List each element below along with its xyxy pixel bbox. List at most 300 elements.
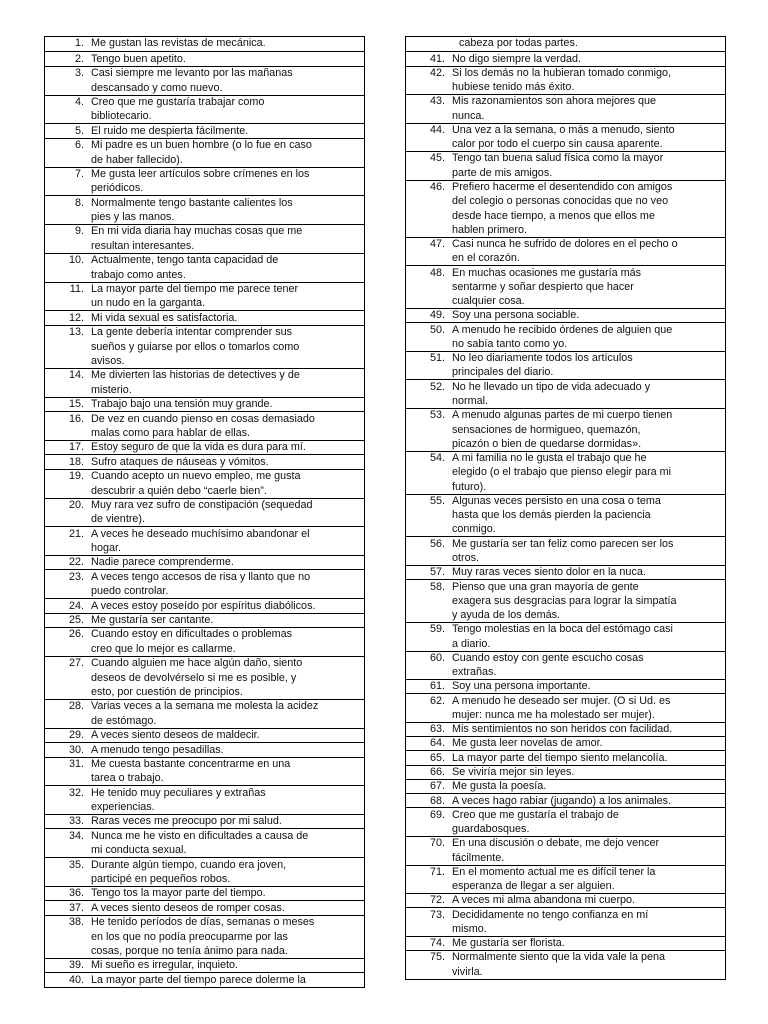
question-number: 13. [68, 326, 84, 339]
question-text-line: Durante algún tiempo, cuando era joven, [91, 858, 287, 871]
question-row [45, 138, 364, 167]
question-text [452, 652, 725, 679]
question-row [45, 785, 364, 814]
question-number: 74. [429, 937, 445, 950]
question-text [91, 312, 364, 325]
question-number: 71. [429, 865, 445, 878]
question-number: 7. [74, 167, 84, 180]
question-number: 70. [429, 837, 445, 850]
question-number: 28. [68, 700, 84, 713]
question-text-line: Creo que me gustaría el trabajo de [452, 808, 619, 821]
question-text [452, 894, 725, 907]
question-text-line: a diario. [452, 637, 491, 650]
question-text [91, 887, 364, 900]
question-text-line: picazón o bien de quedarse dormidas». [452, 437, 642, 450]
question-row [45, 598, 364, 612]
question-row [406, 536, 725, 565]
question-text [91, 168, 364, 195]
question-text-line: mujer: nunca me ha molestado ser mujer). [452, 708, 655, 721]
question-number: 32. [68, 786, 84, 799]
question-row [45, 742, 364, 756]
question-text [91, 67, 364, 94]
question-row [45, 282, 364, 311]
question-text-line: No he llevado un tipo de vida adecuado y [452, 380, 651, 393]
question-number: 67. [429, 780, 445, 793]
question-text-line: A veces siento deseos de romper cosas. [91, 901, 285, 914]
question-row [406, 907, 725, 936]
question-text-line: Decididamente no tengo confianza en mí [452, 908, 649, 921]
question-text-line: en el corazón. [452, 252, 520, 265]
question-text [452, 695, 725, 722]
question-row [406, 836, 725, 865]
question-row [406, 123, 725, 152]
question-row [406, 722, 725, 736]
question-row [406, 651, 725, 680]
question-text [91, 556, 364, 569]
question-number: 56. [429, 537, 445, 550]
question-text-line: deseos de devolvérselo si me es posible, y [91, 671, 297, 684]
question-text-line: A veces tengo accesos de risa y llanto que no [91, 570, 311, 583]
question-text-line: un nudo en la garganta. [91, 297, 206, 310]
question-text-line: periódicos. [91, 182, 144, 195]
question-row [45, 325, 364, 368]
question-row [406, 893, 725, 907]
question-text-line: Soy una persona sociable. [452, 309, 580, 322]
question-number: 65. [429, 751, 445, 764]
question-text-line: descubrir a quién debo “caerle bien”. [91, 484, 267, 497]
question-text-line: A menudo algunas partes de mi cuerpo tienen [452, 409, 673, 422]
question-row [45, 728, 364, 742]
question-number: 27. [68, 657, 84, 670]
question-text-line: de vientre). [91, 513, 146, 526]
question-text-line: Mis sentimientos no son heridos con facilidad. [452, 723, 673, 736]
question-text [452, 581, 725, 622]
question-text [91, 830, 364, 857]
question-text [91, 197, 364, 224]
question-text-line: En una discusión o debate, me dejo vencer [452, 837, 660, 850]
question-text [452, 723, 725, 736]
question-number: 61. [429, 680, 445, 693]
question-text [452, 623, 725, 650]
question-text [452, 124, 725, 151]
question-text-line: creo que lo mejor es callarme. [91, 642, 236, 655]
question-number: 48. [429, 266, 445, 279]
question-row [406, 679, 725, 693]
question-text-line: sueños y guiarse por ellos o tomarlos como [91, 340, 300, 353]
question-number: 26. [68, 628, 84, 641]
question-row [406, 565, 725, 579]
question-text [91, 470, 364, 497]
question-text [452, 737, 725, 750]
question-text-line: A menudo tengo pesadillas. [91, 743, 224, 756]
question-row [45, 526, 364, 555]
question-text-line: participé en pequeños robos. [91, 873, 231, 886]
question-text-line: Normalmente siento que la vida vale la pena [452, 951, 666, 964]
question-text-line: Una vez a la semana, o más a menudo, siento [452, 123, 675, 136]
question-text [452, 909, 725, 936]
question-number: 55. [429, 494, 445, 507]
question-text [452, 152, 725, 179]
question-text-line: Estoy seguro de que la vida es dura para mí. [91, 441, 306, 454]
question-number: 31. [68, 757, 84, 770]
question-number: 44. [429, 123, 445, 136]
question-text [452, 937, 725, 950]
question-text-line: esto, por cuestión de principios. [91, 685, 243, 698]
question-text-line: Me gusta leer artículos sobre crímenes en los [91, 167, 310, 180]
question-row [406, 322, 725, 351]
question-text-line: La mayor parte del tiempo me parece tener [91, 283, 299, 296]
question-text-line: vivirla. [452, 965, 483, 978]
question-text-line: No leo diariamente todos los artículos [452, 352, 633, 365]
question-row [45, 814, 364, 828]
question-row [45, 66, 364, 95]
question-text-line: resultan interesantes. [91, 239, 195, 252]
question-row [406, 351, 725, 380]
question-text-line: Si los demás no la hubieran tomado conmigo, [452, 66, 672, 79]
question-text [91, 456, 364, 469]
question-text [91, 744, 364, 757]
question-text [452, 538, 725, 565]
question-text [452, 181, 725, 237]
question-text-line: Mi sueño es irregular, inquieto. [91, 959, 239, 972]
question-text-line: desde hace tiempo, a menos que ellos me [452, 209, 655, 222]
question-row [45, 224, 364, 253]
question-text-line: Mi vida sexual es satisfactoria. [91, 311, 238, 324]
question-text-line: y ayuda de los demás. [452, 609, 561, 622]
question-text-line: no sabía tanto como yo. [452, 337, 568, 350]
question-text-line: Me gustaría ser florista. [452, 937, 565, 950]
question-number: 11. [69, 283, 84, 296]
question-number: 51. [429, 352, 445, 365]
question-text-line: del colegio o personas conocidas que no veo [452, 195, 669, 208]
question-number: 73. [429, 908, 445, 921]
question-number: 50. [429, 323, 445, 336]
question-text-line: otros. [452, 551, 480, 564]
question-number: 4. [74, 95, 84, 108]
question-text-line: La mayor parte del tiempo siento melancolía. [452, 751, 668, 764]
question-row [406, 793, 725, 807]
question-text-line: A mi familia no le gusta el trabajo que he [452, 452, 647, 465]
question-text-line: A veces siento deseos de maldecir. [91, 729, 260, 742]
question-number: 49. [429, 309, 445, 322]
question-text-line: Muy rara vez sufro de constipación (sequedad [91, 498, 313, 511]
question-number: 40. [68, 973, 84, 986]
question-text-line: hasta que los demás pierden la paciencia [452, 509, 651, 522]
question-text-line: A menudo he recibido órdenes de alguien que [452, 323, 673, 336]
question-row [45, 167, 364, 196]
question-text [91, 254, 364, 281]
question-number: 62. [429, 694, 445, 707]
question-text [91, 413, 364, 440]
question-text-line: parte de mis amigos. [452, 166, 553, 179]
question-text-line: Cuando acepto un nuevo empleo, me gusta [91, 470, 301, 483]
question-text-line: Me gusta la poesía. [452, 780, 547, 793]
question-text-line: malas como para hablar de ellas. [91, 426, 251, 439]
question-row [45, 498, 364, 527]
question-row [45, 411, 364, 440]
question-text [91, 815, 364, 828]
question-row [45, 555, 364, 569]
question-text-line: En el momento actual me es difícil tener la [452, 865, 656, 878]
question-text-line: bibliotecario. [91, 110, 152, 123]
question-text-line: guardabosques. [452, 823, 530, 836]
question-text [452, 566, 725, 579]
question-number: 19. [68, 470, 84, 483]
question-row [406, 494, 725, 537]
question-text [452, 766, 725, 779]
question-number: 47. [429, 238, 445, 251]
question-text [452, 409, 725, 450]
question-number: 36. [68, 887, 84, 900]
question-text [452, 837, 725, 864]
question-text-line: A veces estoy poseído por espíritus diabólicos. [91, 599, 316, 612]
question-text [91, 916, 364, 958]
question-number: 43. [429, 95, 445, 108]
question-row [45, 95, 364, 124]
question-row [45, 195, 364, 224]
question-row [406, 265, 725, 308]
question-text-line: A menudo he deseado ser mujer. (O si Ud. es [452, 694, 671, 707]
question-row [406, 180, 725, 237]
question-row [45, 886, 364, 900]
question-text [91, 758, 364, 785]
question-number: 12. [68, 311, 84, 324]
question-row [406, 936, 725, 950]
question-text-line: El ruido me despierta fácilmente. [91, 124, 249, 137]
question-number: 60. [429, 651, 445, 664]
question-number: 42. [429, 66, 445, 79]
question-text-line: hogar. [91, 542, 122, 555]
question-row [406, 807, 725, 836]
question-text [91, 369, 364, 396]
question-number: 66. [429, 765, 445, 778]
question-row [406, 237, 725, 266]
question-number: 2. [74, 52, 84, 65]
question-row [45, 627, 364, 656]
question-number: 14. [68, 369, 84, 382]
question-text-line: principales del diario. [452, 366, 554, 379]
question-row [406, 66, 725, 95]
question-text-line: Creo que me gustaría trabajar como [91, 95, 265, 108]
question-number: 33. [68, 815, 84, 828]
question-row [406, 308, 725, 322]
question-text-line: Mi padre es un buen hombre (o lo fue en caso [91, 139, 312, 152]
question-text [91, 787, 364, 814]
question-text-line: Me gustaría ser tan feliz como parecen ser los [452, 537, 674, 550]
question-text [452, 67, 725, 94]
question-text [91, 959, 364, 972]
question-text [91, 729, 364, 742]
question-text-line: sensaciones de hormigueo, quemazón, [452, 423, 641, 436]
question-row [406, 51, 725, 65]
questionnaire-column-left [44, 36, 365, 988]
question-row [45, 454, 364, 468]
question-text [91, 700, 364, 727]
question-text [91, 657, 364, 699]
question-text [91, 859, 364, 886]
question-row [45, 699, 364, 728]
question-row [406, 865, 725, 894]
question-row [406, 765, 725, 779]
question-text-line: No digo siempre la verdad. [452, 52, 582, 65]
question-text-line: trabajo como antes. [91, 268, 186, 281]
question-number: 37. [68, 901, 84, 914]
question-row [45, 469, 364, 498]
question-text-line: Cuando alguien me hace algún daño, siento [91, 657, 303, 670]
question-number: 17. [68, 441, 84, 454]
question-text-line: de haber fallecido). [91, 153, 183, 166]
question-text-line: Actualmente, tengo tanta capacidad de [91, 254, 279, 267]
question-row [406, 151, 725, 180]
question-text [452, 452, 725, 493]
question-text [406, 37, 725, 51]
question-text [452, 381, 725, 408]
question-text [452, 267, 725, 308]
question-row [406, 379, 725, 408]
question-text-line: Casi nunca he sufrido de dolores en el pecho o [452, 238, 678, 251]
question-row [45, 656, 364, 699]
question-number: 59. [429, 623, 445, 636]
question-text-line: futuro). [452, 480, 487, 493]
question-text [91, 571, 364, 598]
question-text-line: Normalmente tengo bastante calientes los [91, 196, 293, 209]
question-text-line: Soy una persona importante. [452, 680, 591, 693]
question-row [45, 915, 364, 958]
question-number: 10. [68, 254, 84, 267]
question-number: 20. [68, 498, 84, 511]
question-text-line: Me gusta leer novelas de amor. [452, 737, 603, 750]
question-row [406, 579, 725, 622]
question-text [91, 37, 364, 51]
question-text [91, 326, 364, 368]
question-text-line: La mayor parte del tiempo parece dolerme la [91, 973, 306, 986]
question-number: 52. [429, 380, 445, 393]
question-text [91, 398, 364, 411]
question-number: 54. [429, 452, 445, 465]
question-text-line: Me gustan las revistas de mecánica. [91, 37, 266, 50]
question-text-line: exagera sus desgracias para lograr la simpatía [452, 594, 677, 607]
question-text [91, 974, 364, 987]
question-text-line: hubiese tenido más éxito. [452, 81, 575, 94]
question-number: 16. [68, 412, 84, 425]
question-row [45, 613, 364, 627]
question-number: 35. [68, 858, 84, 871]
question-text-line: En mi vida diaria hay muchas cosas que me [91, 225, 303, 238]
question-text-line: nunca. [452, 109, 485, 122]
question-row [45, 857, 364, 886]
question-row [45, 972, 364, 986]
question-text-line: He tenido períodos de días, semanas o meses [91, 916, 315, 929]
question-text [91, 225, 364, 252]
question-text [452, 95, 725, 122]
question-row [45, 368, 364, 397]
question-text-line: misterio. [91, 383, 132, 396]
question-text-line: He tenido muy peculiares y extrañas [91, 786, 266, 799]
question-text-line: Trabajo bajo una tensión muy grande. [91, 398, 273, 411]
question-row [45, 123, 364, 137]
question-number: 5. [74, 124, 84, 137]
question-text-line: esperanza de llegar a ser alguien. [452, 880, 615, 893]
question-text [452, 795, 725, 808]
question-text-line: Me cuesta bastante concentrarme en una [91, 757, 291, 770]
question-number: 8. [74, 196, 84, 209]
question-text-line: Tengo tos la mayor parte del tiempo. [91, 887, 266, 900]
question-text-line: hablen primero. [452, 223, 528, 236]
question-text-line: mi conducta sexual. [91, 844, 187, 857]
question-number: 23. [68, 570, 84, 583]
question-row [406, 750, 725, 764]
question-row [45, 900, 364, 914]
question-text-line: cabeza por todas partes. [459, 37, 578, 50]
question-number: 29. [68, 729, 84, 742]
question-text-line: normal. [452, 395, 489, 407]
question-text-line: sentarme y soñar despierto que hacer [452, 280, 634, 293]
question-number: 46. [429, 180, 445, 193]
question-text-line: puedo controlar. [91, 585, 169, 598]
question-number: 25. [68, 614, 84, 627]
question-text-line: Se viviría mejor sin leyes. [452, 765, 575, 778]
question-row [45, 569, 364, 598]
question-text-line: descansado y como nuevo. [91, 81, 223, 94]
question-text-line: Prefiero hacerme el desentendido con amigos [452, 180, 673, 193]
question-number: 22. [68, 556, 84, 569]
question-row [406, 950, 725, 979]
question-row [406, 622, 725, 651]
question-row [406, 693, 725, 722]
question-text-line: experiencias. [91, 801, 155, 814]
question-text-line: calor por todo el cuerpo sin causa aparente. [452, 138, 663, 151]
question-row [406, 779, 725, 793]
question-text-line: Tengo molestias en la boca del estómago casi [452, 623, 673, 636]
question-row [45, 51, 364, 65]
question-text-line: elegido (o el trabajo que pienso elegir para mi [452, 466, 672, 479]
question-number: 64. [429, 737, 445, 750]
question-text-line: de estómago. [91, 714, 157, 727]
question-row [406, 37, 725, 51]
question-number: 69. [429, 808, 445, 821]
question-row [45, 310, 364, 324]
question-text-line: avisos. [91, 354, 125, 367]
question-number: 57. [429, 566, 445, 579]
question-number: 41. [429, 52, 445, 65]
question-text-line: Nunca me he visto en dificultades a causa de [91, 829, 309, 842]
question-text [91, 499, 364, 526]
question-text [91, 600, 364, 613]
question-number: 53. [429, 409, 445, 422]
question-number: 6. [74, 139, 84, 152]
question-text-line: Raras veces me preocupo por mi salud. [91, 815, 282, 828]
question-row [406, 408, 725, 451]
question-text-line: Pienso que una gran mayoría de gente [452, 580, 639, 593]
question-text-line: Casi siempre me levanto por las mañanas [91, 67, 293, 80]
question-number: 72. [429, 894, 445, 907]
question-text-line: Me gustaría ser cantante. [91, 614, 214, 627]
question-text [452, 53, 725, 66]
question-text-line: Tengo tan buena salud física como la mayor [452, 152, 664, 165]
question-row [45, 757, 364, 786]
question-text-line: Sufro ataques de náuseas y vómitos. [91, 455, 269, 468]
question-text [452, 238, 725, 265]
question-text-line: Muy raras veces siento dolor en la nuca. [452, 566, 646, 579]
question-text-line: conmigo. [452, 523, 496, 536]
question-row [406, 94, 725, 123]
question-text [91, 139, 364, 166]
question-text-line: A veces he deseado muchísimo abandonar el [91, 527, 310, 540]
question-number: 45. [429, 152, 445, 165]
question-number: 24. [68, 599, 84, 612]
question-number: 58. [429, 580, 445, 593]
question-text [452, 495, 725, 536]
